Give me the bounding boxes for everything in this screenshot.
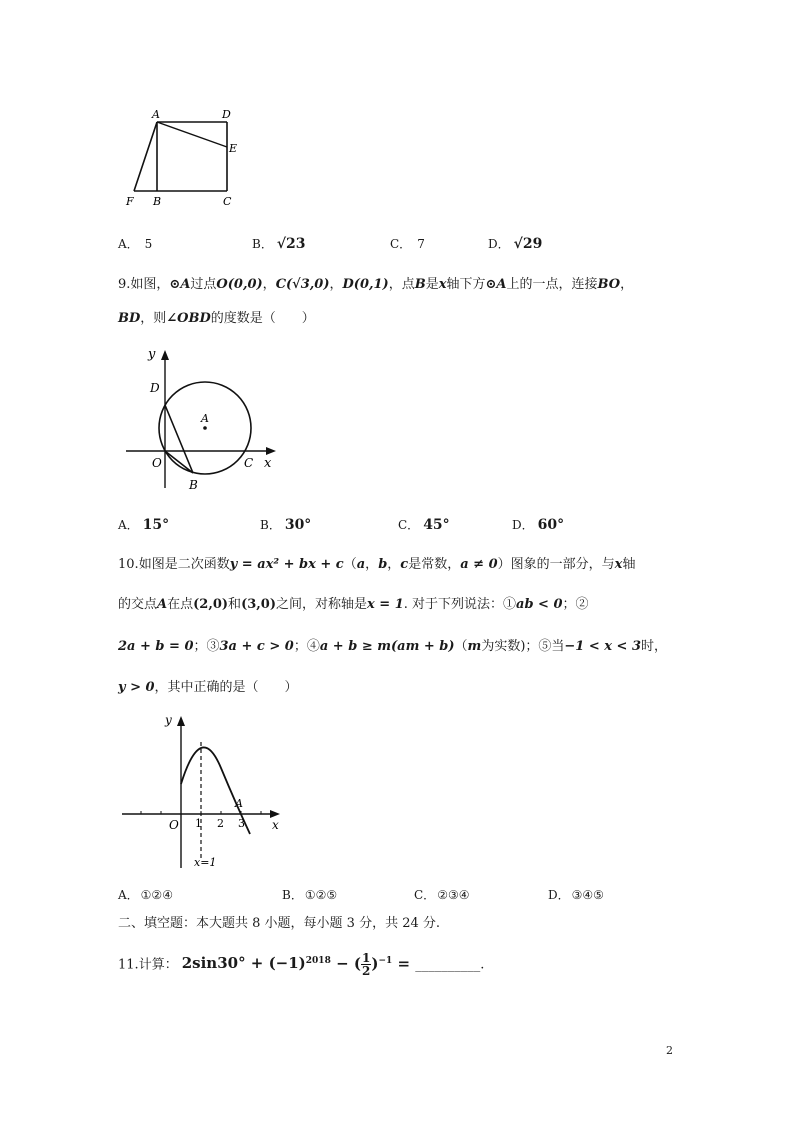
q8-label-e: E [229,142,238,155]
q10-option-c [414,886,469,903]
answer-blank[interactable]: __________ [415,957,481,973]
math: A [157,597,168,612]
math: ∠OBD [166,311,211,326]
q9-label-d: D [150,381,160,395]
q10-line3 [118,638,667,656]
q8-option-b [252,235,306,252]
math: 2sin30° + (−1) [181,954,306,973]
text: 计算： [138,957,178,973]
math: O(0,0) [216,277,263,292]
math: (3,0) [241,597,276,612]
q9-label-b: B [189,478,198,492]
text: ， [262,277,276,292]
q8-label-c: C [223,195,232,208]
q8-option-c [390,235,425,252]
q8-option-d [488,235,542,252]
q9-label-x: x [264,456,272,471]
text: 是常数， [408,557,461,572]
math: −1 < x < 3 [564,639,642,654]
option-value: 15° [142,517,170,533]
option-value: 5 [144,237,153,251]
q10-line1 [118,556,635,574]
math: b [378,557,388,572]
text: 在点 [167,597,194,612]
text: ，其中正确的是（ ） [154,680,298,695]
math: ) [371,954,379,973]
text: 为实数)；⑤当 [481,639,565,654]
text: 过点 [190,277,217,292]
text: 是 [425,277,439,292]
option-key: B． [252,237,273,251]
math: = [392,954,416,973]
page-number: 2 [666,1044,673,1057]
option-key: C． [398,518,420,532]
frac-den: 2 [361,964,371,979]
option-key: C． [390,237,412,251]
q9-label-c: C [244,456,254,470]
text: ）图象的一部分，与 [497,557,615,572]
text: ，则 [140,311,167,326]
q9-x-arrow [266,447,276,455]
option-value: ①②⑤ [304,888,338,902]
q8-label-d: D [222,108,231,121]
option-value: 45° [423,517,450,533]
math: y = ax² + bx + c [229,557,344,572]
question-number: 9. [118,277,131,292]
q10-label-1: 1 [195,817,202,830]
q9-option-b [260,516,311,533]
q8-segment-ae [157,122,227,147]
math: x = 1 [367,597,404,612]
text: 和 [228,597,242,612]
math: BO [597,277,621,292]
text: ，点 [388,277,415,292]
q9-label-o: O [152,456,162,470]
text: （ [454,639,468,654]
math: (2,0) [193,597,229,612]
q9-center-a [203,426,207,430]
q10-label-2: 2 [217,817,224,830]
q9-option-c [398,516,450,533]
option-value: √29 [513,236,543,252]
q8-label-a: A [152,108,160,121]
option-key: A． [118,888,139,902]
q9-label-y: y [148,347,156,362]
text: 之间，对称轴是 [275,597,367,612]
q10-label-3: 3 [238,817,245,830]
q10-options [118,884,638,904]
option-key: D． [512,518,534,532]
q8-figure [118,104,248,210]
q9-options [118,514,598,534]
q10-option-d [548,886,604,903]
text: 轴下方 [446,277,486,292]
option-key: A． [118,518,139,532]
frac-num: 1 [361,951,371,966]
option-value: √23 [276,236,306,252]
q10-figure [118,708,293,873]
option-value: ①②④ [140,888,173,902]
text: 如图是二次函数 [138,557,230,572]
math: y > 0 [118,680,155,695]
text: ， [387,557,401,572]
q10-label-x: x [272,818,279,832]
q10-line2 [118,596,589,614]
math: 2018 [305,956,331,966]
text: ；④ [293,639,320,654]
option-value: 7 [417,237,425,251]
text: ；③ [193,639,220,654]
text: 轴 [622,557,636,572]
text: ， [329,277,343,292]
math: x [614,557,623,572]
q10-label-y: y [165,713,172,727]
text: ；② [562,597,589,612]
math: ⊙A [169,277,191,292]
math: −1 [378,956,393,966]
text: . 对于下列说法：① [403,597,517,612]
q10-option-a [118,886,173,903]
q10-label-axis: x=1 [194,856,217,869]
text: 的交点 [118,597,158,612]
option-key: B． [282,888,303,902]
math: BD [118,311,141,326]
math: a ≠ 0 [460,557,498,572]
option-value: 60° [537,517,565,533]
math: m [467,639,482,654]
option-value: ③④⑤ [571,888,604,902]
q9-line2 [118,310,315,328]
option-value: 30° [284,517,312,533]
section-heading: 二、填空题：本大题共 8 小题，每小题 3 分，共 24 分. [118,916,441,931]
text: ， [365,557,379,572]
q9-line1 [118,276,633,294]
q8-segment-fa [134,122,157,191]
q9-y-arrow [161,350,169,360]
option-key: D． [548,888,570,902]
question-number: 10. [118,557,139,572]
q9-figure [118,340,288,495]
math: ⊙A [485,277,507,292]
fraction [361,952,371,977]
q8-label-b: B [153,195,162,208]
math: 2a + b = 0 [118,639,194,654]
q10-label-o: O [169,818,179,832]
text: 时， [641,639,668,654]
math: a + b ≥ m(am + b) [319,639,455,654]
math: a [356,557,366,572]
math: 3a + c > 0 [219,639,294,654]
math: C(√3,0) [275,277,330,292]
option-key: C． [414,888,436,902]
q8-label-f: F [126,195,134,208]
q10-y-arrow [177,716,185,726]
question-number: 11. [118,957,139,973]
text: 上的一点，连接 [506,277,598,292]
q9-option-d [512,516,564,533]
text: （ [343,557,357,572]
option-key: B． [260,518,281,532]
option-value: ②③④ [437,888,470,902]
q9-option-a [118,516,169,533]
option-key: D． [488,237,510,251]
math: x [438,277,447,292]
option-key: A． [118,237,139,251]
q10-line4 [118,679,298,697]
q10-label-a: A [235,797,243,810]
q10-option-b [282,886,337,903]
text: 如图， [130,277,170,292]
q9-label-a: A [201,412,209,425]
q11-line [118,952,484,982]
q8-option-a [118,235,152,252]
math: D(0,1) [342,277,389,292]
text: 的度数是（ ） [210,311,315,326]
q8-options [118,233,598,253]
text: ， [620,277,634,292]
text: . [480,957,485,973]
math: B [414,277,426,292]
math: − ( [330,954,361,973]
math: c [400,557,409,572]
q10-x-arrow [270,810,280,818]
math: ab < 0 [516,597,563,612]
